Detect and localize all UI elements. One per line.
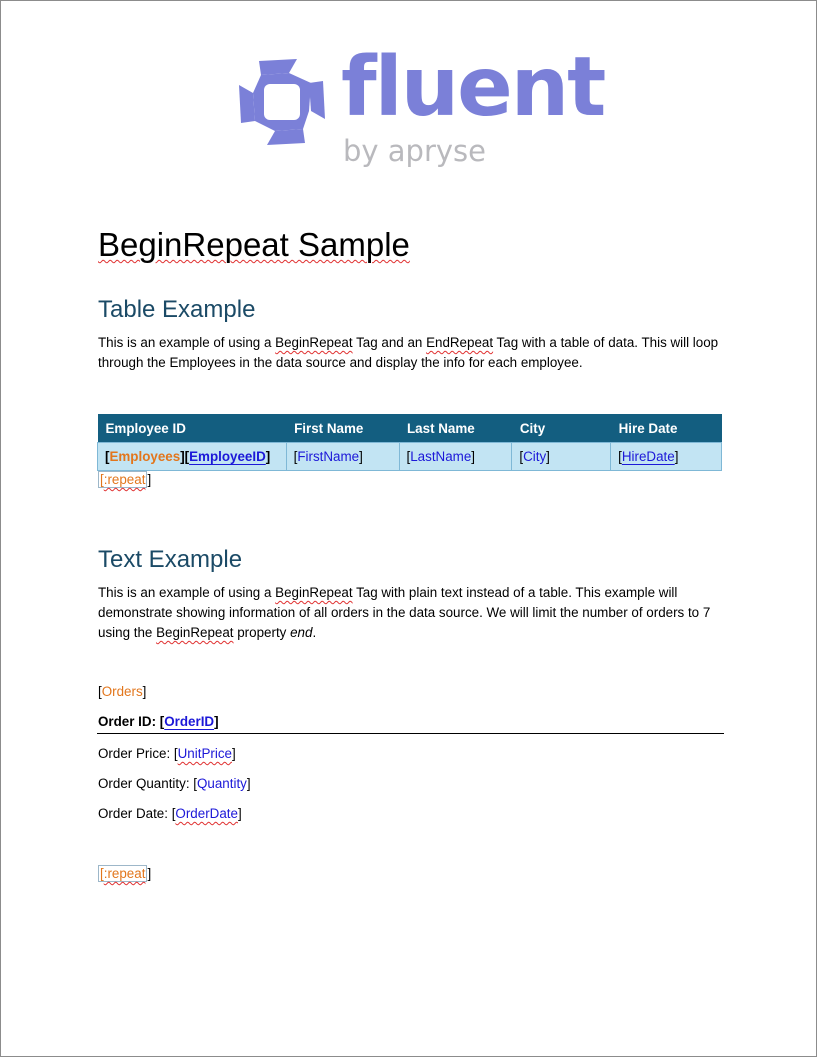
table-header-row (98, 414, 722, 443)
order-id-label: Order ID: (98, 714, 160, 729)
repeat-tag-text: :repeat (103, 866, 146, 881)
unit-price-field[interactable]: UnitPrice (177, 746, 232, 761)
hire-date-cell: [HireDate] (611, 443, 722, 471)
quantity-field[interactable]: Quantity (197, 776, 247, 791)
text-example-heading: Text Example (98, 546, 243, 573)
order-date-line: Order Date: [OrderDate] (98, 806, 242, 821)
order-date-label: Order Date: (98, 806, 172, 821)
para-term: BeginRepeat (275, 585, 353, 600)
para-text: This is an example of using a (98, 335, 276, 350)
order-price-line: Order Price: [UnitPrice] (98, 746, 236, 761)
document-title (98, 227, 410, 263)
order-quantity-label: Order Quantity: (98, 776, 194, 791)
order-id-divider (97, 733, 724, 734)
document-title-text: BeginRepeat Sample (98, 226, 410, 263)
para-text: Tag with plain text instead of a table. This example will demonstrate showing information of all orders in the data source. We will limit the number of orders to 7 using the (98, 585, 711, 640)
para-text: Tag and an (352, 335, 427, 350)
column-header: Hire Date (611, 414, 722, 443)
last-name-cell: [LastName] (399, 443, 512, 471)
table-repeat-tag: [:repeat ] (100, 472, 152, 487)
table-row (98, 443, 722, 471)
repeat-tag-box[interactable]: [:repeat (100, 866, 146, 881)
employees-table (97, 414, 722, 471)
last-name-field[interactable]: LastName (410, 449, 472, 464)
first-name-cell: [FirstName] (286, 443, 399, 471)
employees-tag: Employees (109, 449, 181, 464)
column-header: Employee ID (98, 414, 287, 443)
fluent-logo (237, 40, 605, 178)
repeat-tag-text: :repeat (103, 472, 146, 487)
hire-date-field[interactable]: HireDate (621, 449, 675, 464)
text-repeat-tag: [:repeat ] (100, 866, 152, 881)
column-header: Last Name (399, 414, 512, 443)
para-text: Tag with a table of data. This will loop through the Employees in the data source and display the info for each employee. (98, 335, 719, 370)
orders-tag[interactable]: Orders (101, 684, 143, 699)
employee-id-cell: [Employees][EmployeeID] (98, 443, 287, 471)
para-text: . (312, 625, 317, 640)
table-example-heading: Table Example (98, 296, 256, 323)
column-header: City (512, 414, 611, 443)
order-date-field[interactable]: OrderDate (175, 806, 238, 821)
fluent-logo-mark-icon (237, 57, 327, 147)
order-quantity-line: Order Quantity: [Quantity] (98, 776, 251, 791)
para-text: property (233, 625, 291, 640)
first-name-field[interactable]: FirstName (297, 449, 360, 464)
para-term: BeginRepeat (156, 625, 234, 640)
para-term: BeginRepeat (275, 335, 353, 350)
city-field[interactable]: City (523, 449, 547, 464)
para-emphasis: end (290, 625, 313, 640)
orders-tag-line: [Orders] (98, 684, 147, 699)
logo-subtitle: by apryse (343, 134, 487, 168)
logo-wordmark: fluent (341, 40, 605, 135)
para-term: EndRepeat (426, 335, 494, 350)
table-example-paragraph (98, 333, 728, 373)
order-id-line: Order ID: [OrderID] (98, 714, 219, 729)
order-id-field[interactable]: OrderID (164, 714, 215, 729)
text-example-paragraph (98, 583, 728, 643)
column-header: First Name (286, 414, 399, 443)
employee-id-field[interactable]: EmployeeID (189, 449, 266, 464)
order-price-label: Order Price: (98, 746, 174, 761)
para-text: This is an example of using a (98, 585, 276, 600)
repeat-tag-box[interactable]: [:repeat (100, 472, 146, 487)
city-cell: [City] (512, 443, 611, 471)
